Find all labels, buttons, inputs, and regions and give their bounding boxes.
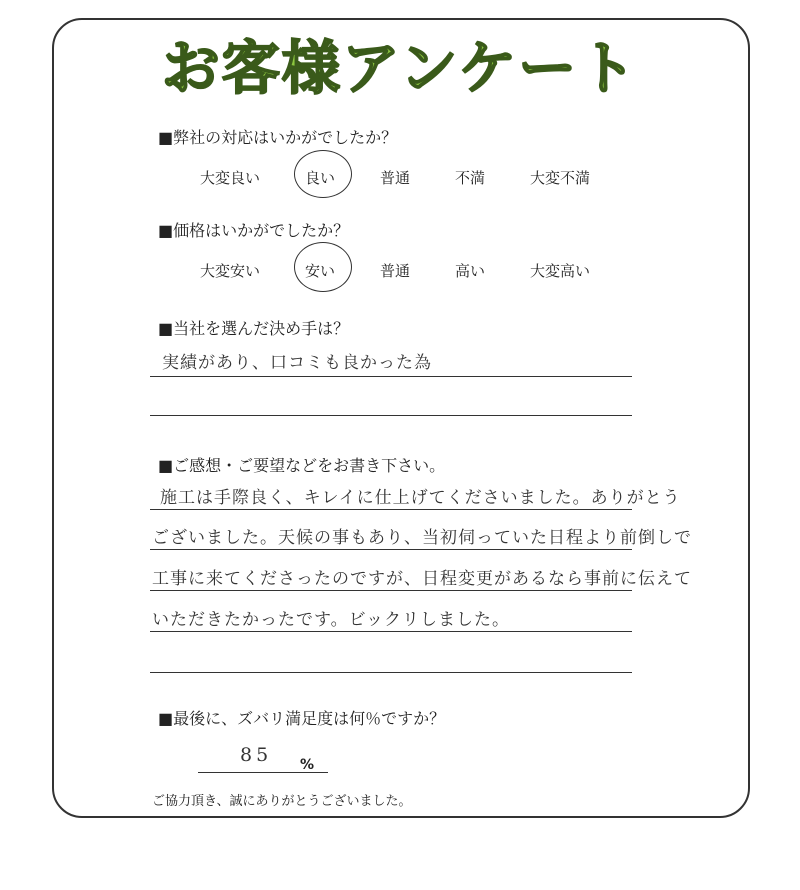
- option-service-normal[interactable]: 普通: [380, 169, 411, 187]
- answer-line: [150, 376, 632, 377]
- option-price-very-cheap[interactable]: 大変安い: [200, 262, 261, 280]
- comment-line-2: ございました。天候の事もあり、当初伺っていた日程より前倒しで: [152, 528, 692, 548]
- question-comments: ■ご感想・ご要望などをお書き下さい。: [158, 456, 446, 475]
- option-price-very-expensive[interactable]: 大変高い: [530, 262, 591, 280]
- comment-line-1: 施工は手際良く、キレイに仕上げてくださいました。ありがとう: [160, 488, 681, 508]
- question-price: ■価格はいかがでしたか？: [158, 221, 350, 240]
- comment-line-4: いただきたかったです。ビックリしました。: [152, 610, 510, 630]
- satisfaction-value: 85: [240, 744, 273, 766]
- answer-line: [150, 509, 632, 510]
- answer-line: [198, 772, 328, 773]
- question-reason: ■当社を選んだ決め手は？: [158, 319, 350, 338]
- option-service-unsatisfied[interactable]: 不満: [455, 169, 486, 187]
- answer-line: [150, 415, 632, 416]
- option-price-expensive[interactable]: 高い: [455, 262, 486, 280]
- selection-circle: [294, 242, 352, 292]
- option-service-good[interactable]: 良い: [305, 169, 336, 187]
- option-service-very-good[interactable]: 大変良い: [200, 169, 261, 187]
- answer-line: [150, 549, 632, 550]
- answer-reason: 実績があり、口コミも良かった為: [162, 353, 432, 373]
- answer-line: [150, 590, 632, 591]
- selection-circle: [294, 150, 352, 198]
- option-service-very-unsatisfied[interactable]: 大変不満: [530, 169, 591, 187]
- answer-line: [150, 631, 632, 632]
- comment-line-3: 工事に来てくださったのですが、日程変更があるなら事前に伝えて: [152, 569, 692, 589]
- question-satisfaction: ■最後に、ズバリ満足度は何％ですか？: [158, 709, 446, 728]
- footer-thanks: ご協力頂き、誠にありがとうございました。: [152, 794, 412, 809]
- percent-sign: %: [300, 757, 315, 773]
- answer-line: [150, 672, 632, 673]
- question-service: ■弊社の対応はいかがでしたか？: [158, 128, 398, 147]
- option-price-normal[interactable]: 普通: [380, 262, 411, 280]
- option-price-cheap[interactable]: 安い: [305, 262, 336, 280]
- survey-card: [52, 18, 750, 818]
- page-title: お客様アンケート: [161, 34, 639, 102]
